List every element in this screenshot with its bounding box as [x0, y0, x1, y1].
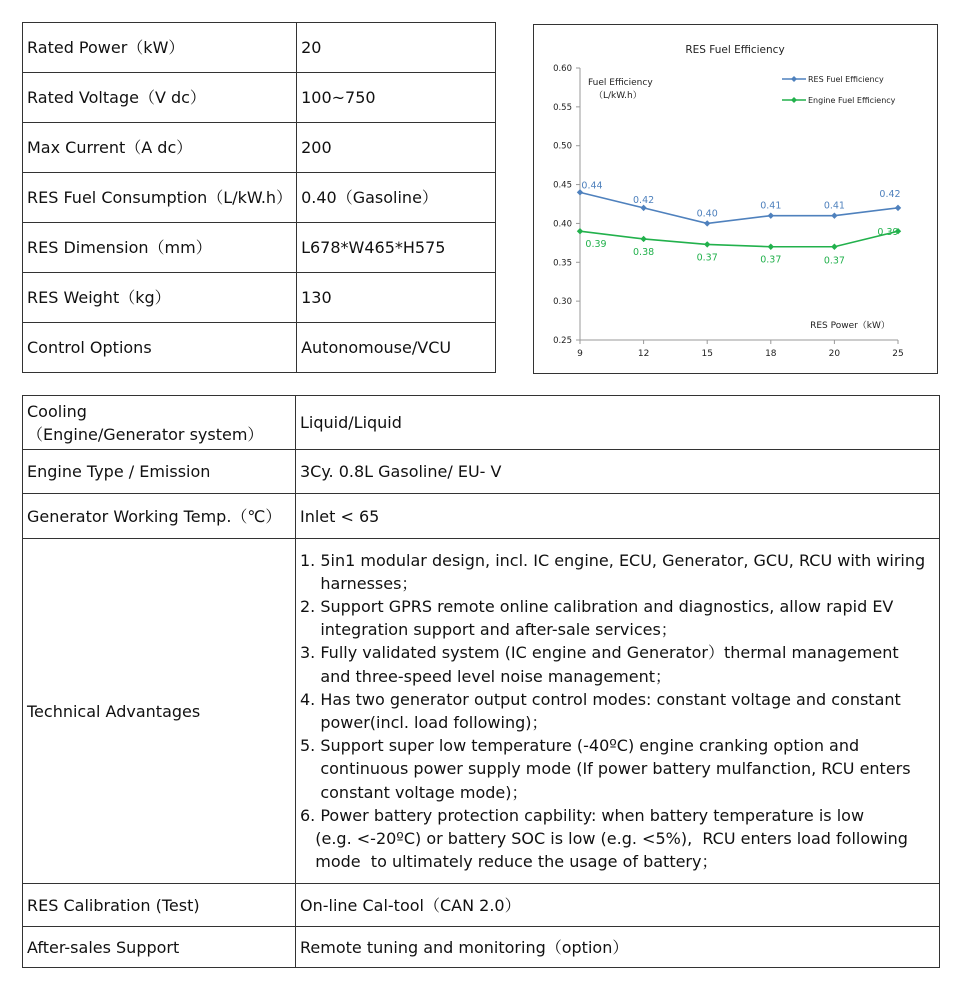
data-point: [831, 244, 837, 250]
chart-canvas: [534, 25, 937, 373]
data-label: 0.42: [633, 194, 655, 206]
table-row: [23, 927, 940, 968]
list-item: and three-speed level noise management；: [300, 666, 672, 686]
list-item: 5. Support super low temperature (-40ºC) engine cranking option and: [300, 736, 860, 756]
legend-marker-res: [791, 76, 797, 82]
data-label: 0.37: [760, 254, 782, 266]
list-item: 3. Fully validated system (IC engine and Generator）thermal management: [300, 643, 899, 663]
bottom-spec-table: [22, 395, 940, 968]
y-tick-label: 0.60: [553, 64, 572, 74]
series-line-res: [580, 192, 898, 223]
top-spec-table: [22, 22, 496, 373]
spec-value: Remote tuning and monitoring（option）: [296, 927, 940, 968]
technical-advantages: [296, 539, 940, 884]
spec-label: RES Weight（kg）: [23, 273, 297, 323]
spec-label: After-sales Support: [23, 927, 296, 968]
spec-value: Autonomouse/VCU: [297, 323, 496, 373]
table-row: [23, 450, 940, 494]
table-row: [23, 23, 496, 73]
table-row: [23, 173, 496, 223]
list-item: mode to ultimately reduce the usage of battery；: [300, 852, 718, 872]
cooling-label-line2: （Engine/Generator system）: [27, 424, 264, 444]
x-tick-label: 9: [577, 349, 583, 359]
data-label: 0.39: [877, 227, 899, 239]
spec-value: 0.40（Gasoline）: [297, 173, 496, 223]
data-label: 0.44: [581, 180, 603, 192]
x-tick-label: 20: [828, 349, 841, 359]
legend-marker-engine: [791, 97, 797, 103]
table-row: [23, 73, 496, 123]
list-item: power(incl. load following)；: [300, 713, 548, 732]
chart-title: RES Fuel Efficiency: [685, 44, 785, 56]
data-label: 0.40: [696, 208, 718, 220]
fuel-efficiency-chart: [533, 24, 938, 374]
list-item: harnesses；: [300, 573, 418, 593]
table-row: [23, 396, 940, 450]
spec-value: 200: [297, 123, 496, 173]
spec-value: Inlet < 65: [296, 494, 940, 539]
y-axis-label-line1: Fuel Efficiency: [588, 78, 653, 88]
data-label: 0.41: [760, 200, 782, 212]
list-item: 4. Has two generator output control modes: constant voltage and constant: [300, 689, 901, 709]
x-tick-label: 18: [765, 349, 777, 359]
spec-label: Technical Advantages: [23, 539, 296, 884]
table-row: [23, 223, 496, 273]
y-tick-label: 0.45: [553, 180, 572, 191]
spec-label: Rated Voltage（V dc）: [23, 73, 297, 123]
data-label: 0.39: [585, 239, 607, 251]
list-item: integration support and after-sale services；: [300, 620, 677, 640]
spec-value: L678*W465*H575: [297, 223, 496, 273]
spec-label: Generator Working Temp.（℃）: [23, 494, 296, 539]
spec-label: Max Current（A dc）: [23, 123, 297, 173]
data-point: [768, 244, 774, 250]
y-tick-label: 0.40: [553, 219, 572, 230]
legend-label-engine: Engine Fuel Efficiency: [808, 96, 896, 105]
spec-value: 100~750: [297, 73, 496, 123]
legend: [782, 75, 896, 105]
data-point: [704, 241, 710, 247]
x-tick-label: 12: [637, 349, 650, 359]
table-row: [23, 494, 940, 539]
data-point: [577, 228, 583, 234]
y-tick-label: 0.55: [553, 102, 572, 113]
list-item: constant voltage mode)；: [300, 782, 528, 802]
spec-value: 130: [297, 273, 496, 323]
list-item: (e.g. <-20ºC) or battery SOC is low (e.g. <5%), RCU enters load following: [300, 829, 908, 849]
data-label: 0.38: [633, 246, 655, 258]
advantages-list: [300, 549, 935, 874]
spec-value: On-line Cal-tool（CAN 2.0）: [296, 884, 940, 927]
list-item: continuous power supply mode (If power battery mulfanction, RCU enters: [300, 759, 911, 779]
data-point: [768, 212, 774, 218]
x-axis-label: RES Power（kW）: [810, 321, 890, 331]
data-label: 0.41: [823, 200, 845, 212]
spec-label: RES Calibration (Test): [23, 884, 296, 927]
y-tick-label: 0.30: [553, 297, 572, 308]
table-row: [23, 273, 496, 323]
legend-label-res: RES Fuel Efficiency: [808, 75, 884, 84]
spec-label: Control Options: [23, 323, 297, 373]
series-line-engine: [580, 231, 898, 247]
table-row: [23, 323, 496, 373]
list-item: 1. 5in1 modular design, incl. IC engine, ECU, Generator, GCU, RCU with wiring: [300, 550, 926, 570]
y-tick-label: 0.35: [553, 258, 572, 269]
spec-label: RES Fuel Consumption（L/kW.h）: [23, 173, 297, 223]
spec-value: 20: [297, 23, 496, 73]
spec-label: Rated Power（kW）: [23, 23, 297, 73]
data-point: [640, 236, 646, 242]
table-row: [23, 884, 940, 927]
spec-label: RES Dimension（mm）: [23, 223, 297, 273]
y-axis-label-line2: （L/kW.h）: [594, 91, 642, 101]
y-tick-label: 0.25: [553, 336, 572, 346]
data-label: 0.37: [696, 252, 718, 264]
table-row: [23, 539, 940, 884]
spec-value: 3Cy. 0.8L Gasoline/ EU- V: [296, 450, 940, 494]
y-tick-label: 0.50: [553, 141, 572, 152]
spec-label: Engine Type / Emission: [23, 450, 296, 494]
list-item: 2. Support GPRS remote online calibration and diagnostics, allow rapid EV: [300, 596, 894, 616]
cooling-label-line1: Cooling: [27, 401, 87, 421]
x-tick-label: 25: [892, 349, 904, 359]
data-label: 0.42: [879, 188, 901, 200]
x-tick-label: 15: [701, 349, 713, 359]
list-item: 6. Power battery protection capbility: when battery temperature is low: [300, 805, 865, 825]
spec-value: Liquid/Liquid: [296, 396, 940, 450]
table-row: [23, 123, 496, 173]
data-point: [831, 212, 837, 218]
data-point: [704, 220, 710, 226]
spec-label: [23, 396, 296, 450]
data-label: 0.37: [823, 255, 845, 267]
data-point: [895, 205, 901, 211]
